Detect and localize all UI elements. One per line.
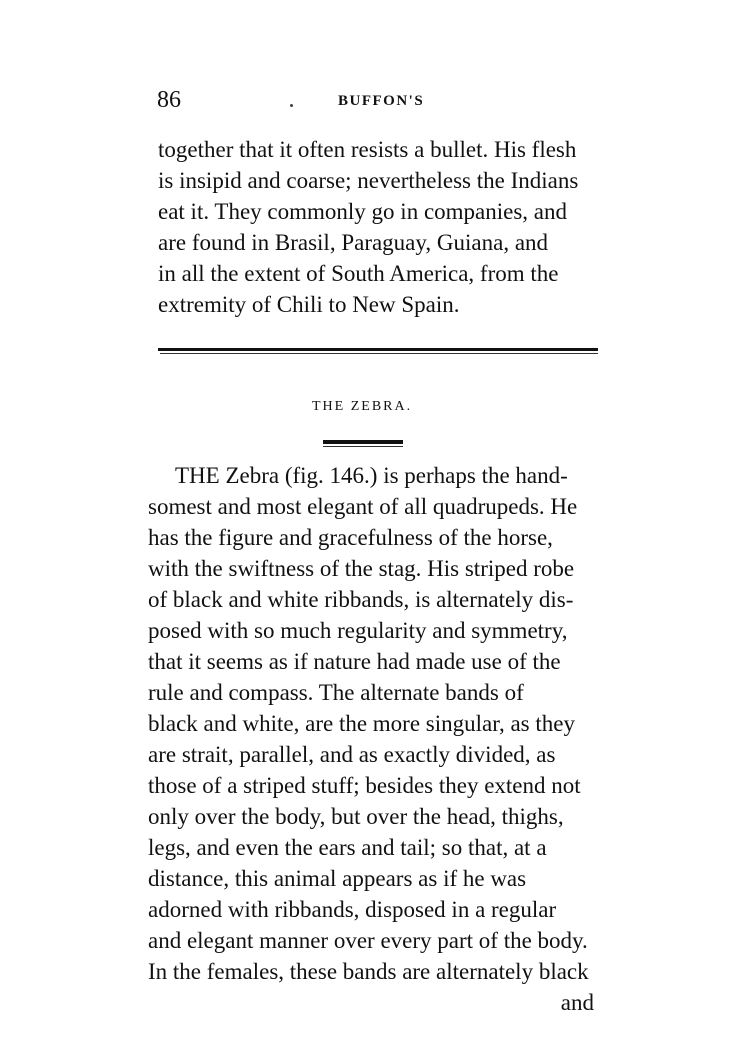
section-divider	[158, 348, 598, 351]
body-text-line: distance, this animal appears as if he was	[148, 866, 527, 891]
body-text-line: those of a striped stuff; besides they extend not	[148, 773, 581, 798]
continued-text-line: eat it. They commonly go in companies, and	[158, 199, 568, 224]
body-text-line: has the figure and gracefulness of the horse,	[148, 525, 553, 550]
title-rule	[323, 440, 403, 444]
continued-text-line: in all the extent of South America, from the	[158, 261, 559, 286]
continued-text-line: is insipid and coarse; nevertheless the Indians	[158, 168, 579, 193]
section-divider-thin	[160, 353, 598, 354]
continued-text-line: are found in Brasil, Paraguay, Guiana, and	[158, 230, 549, 255]
body-text-line: that it seems as if nature had made use of the	[148, 649, 561, 674]
section-title: THE ZEBRA.	[312, 399, 413, 414]
continued-text-line: extremity of Chili to New Spain.	[158, 292, 460, 317]
body-text-line: somest and most elegant of all quadrupeds. He	[148, 494, 578, 519]
body-text-line: In the females, these bands are alternately black	[148, 959, 589, 984]
continued-text-line: together that it often resists a bullet. His flesh	[158, 137, 577, 162]
body-text-line: posed with so much regularity and symmetry,	[148, 618, 568, 643]
page-number: 86	[157, 87, 181, 113]
body-text-line: and elegant manner over every part of the body.	[148, 928, 588, 953]
title-rule-thin	[323, 446, 403, 447]
header-dot	[290, 104, 293, 107]
body-text-line: only over the body, but over the head, thighs,	[148, 804, 564, 829]
body-text-line: THE Zebra (fig. 146.) is perhaps the hand-	[175, 463, 568, 488]
body-text-line: legs, and even the ears and tail; so that, at a	[148, 835, 547, 860]
body-text-line: are strait, parallel, and as exactly divided, as	[148, 742, 556, 767]
body-text-line: rule and compass. The alternate bands of	[148, 680, 524, 705]
body-text-line: adorned with ribbands, disposed in a regular	[148, 897, 557, 922]
body-text-line: black and white, are the more singular, as they	[148, 711, 575, 736]
body-text-line: of black and white ribbands, is alternately dis-	[148, 587, 574, 612]
running-head: BUFFON'S	[338, 93, 425, 109]
catchword: and	[560, 990, 594, 1015]
body-text-line: with the swiftness of the stag. His striped robe	[148, 556, 575, 581]
